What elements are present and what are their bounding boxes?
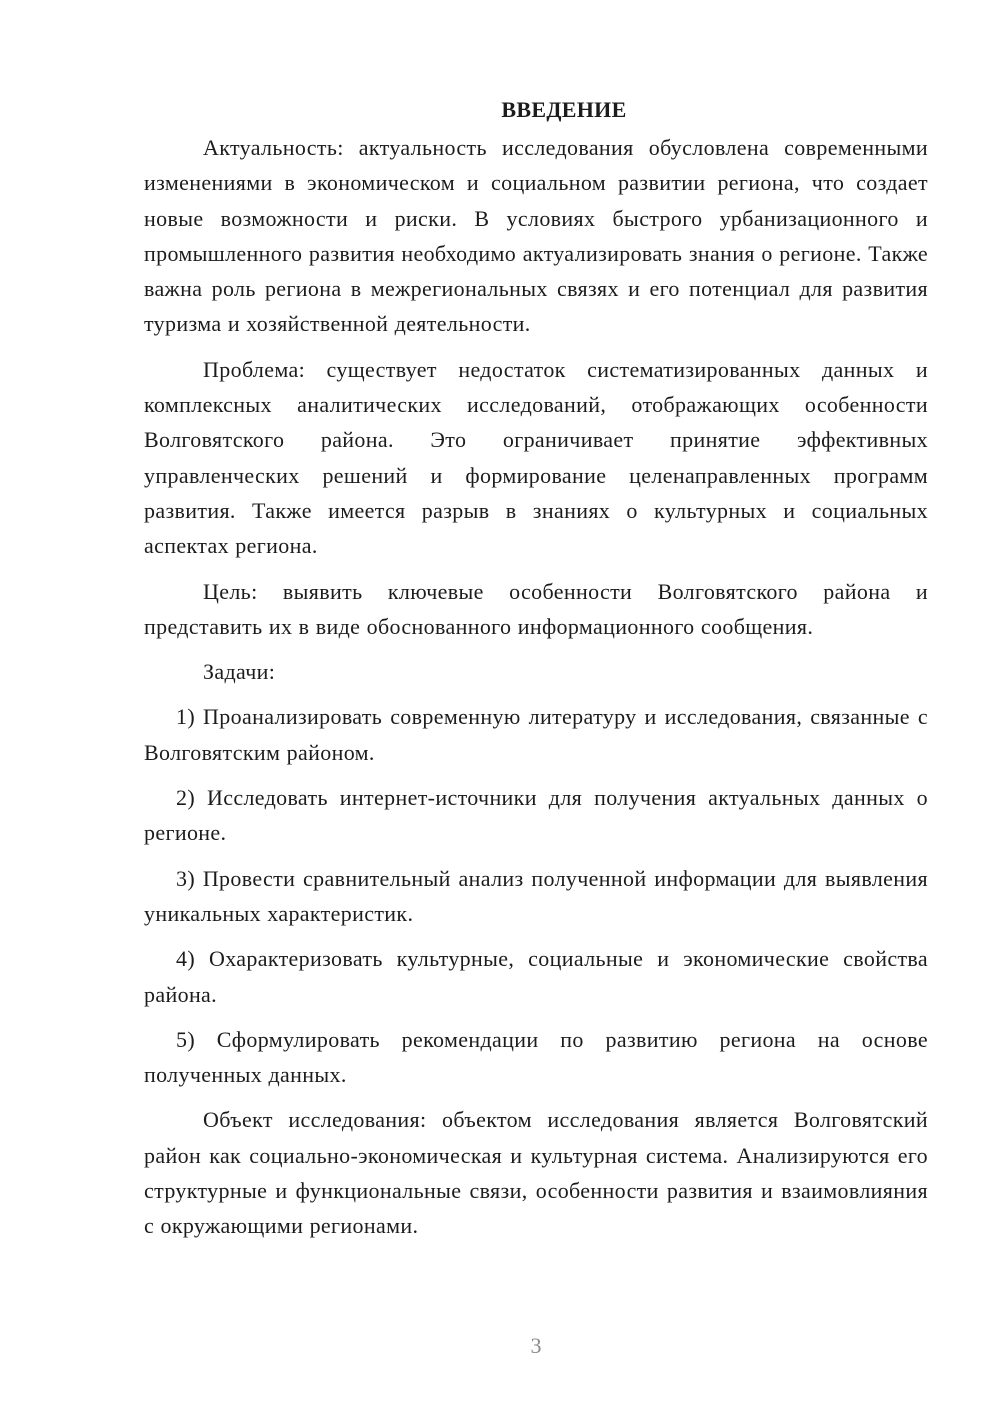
task-item-5: 5) Сформулировать рекомендации по развитию региона на основе полученных данных. <box>144 1026 928 1088</box>
task-item-1: 1) Проанализировать современную литературу и исследования, связанные с Волговятским районом. <box>144 704 928 765</box>
document-page <box>144 92 928 1254</box>
section-title: ВВЕДЕНИЕ <box>501 97 627 122</box>
page-number: 3 <box>530 1333 542 1358</box>
tasks-heading: Задачи: <box>203 659 276 685</box>
paragraph-object: Объект исследования: объектом исследования является Волговятский район как социально-экономическая и культурная система. Анализируются его структурные и функциональные связи, особенности развития и взаимовлияния с окружающими регионами. <box>144 1107 928 1239</box>
task-item-2: 2) Исследовать интернет-источники для получения актуальных данных о регионе. <box>144 785 928 846</box>
task-item-4: 4) Охарактеризовать культурные, социальные и экономические свойства района. <box>144 946 928 1007</box>
paragraph-problem: Проблема: существует недостаток систематизированных данных и комплексных аналитических исследований, отображающих особенности Волговятского района. Это ограничивает принятие эффективных управленческих решений и формирование целенаправленных программ развития. Также имеется разрыв в знаниях о культурных и социальных аспектах региона. <box>144 356 928 559</box>
task-item-3: 3) Провести сравнительный анализ полученной информации для выявления уникальных характеристик. <box>144 865 928 926</box>
paragraph-goal: Цель: выявить ключевые особенности Волговятского района и представить их в виде обоснованного информационного сообщения. <box>144 578 928 639</box>
paragraph-relevance: Актуальность: актуальность исследования обусловлена современными изменениями в экономическом и социальном развитии региона, что создает новые возможности и риски. В условиях быстрого урбанизационного и промышленного развития необходимо актуализировать знания о регионе. Также важна роль региона в межрегиональных связях и его потенциал для развития туризма и хозяйственной деятельности. <box>144 135 928 337</box>
